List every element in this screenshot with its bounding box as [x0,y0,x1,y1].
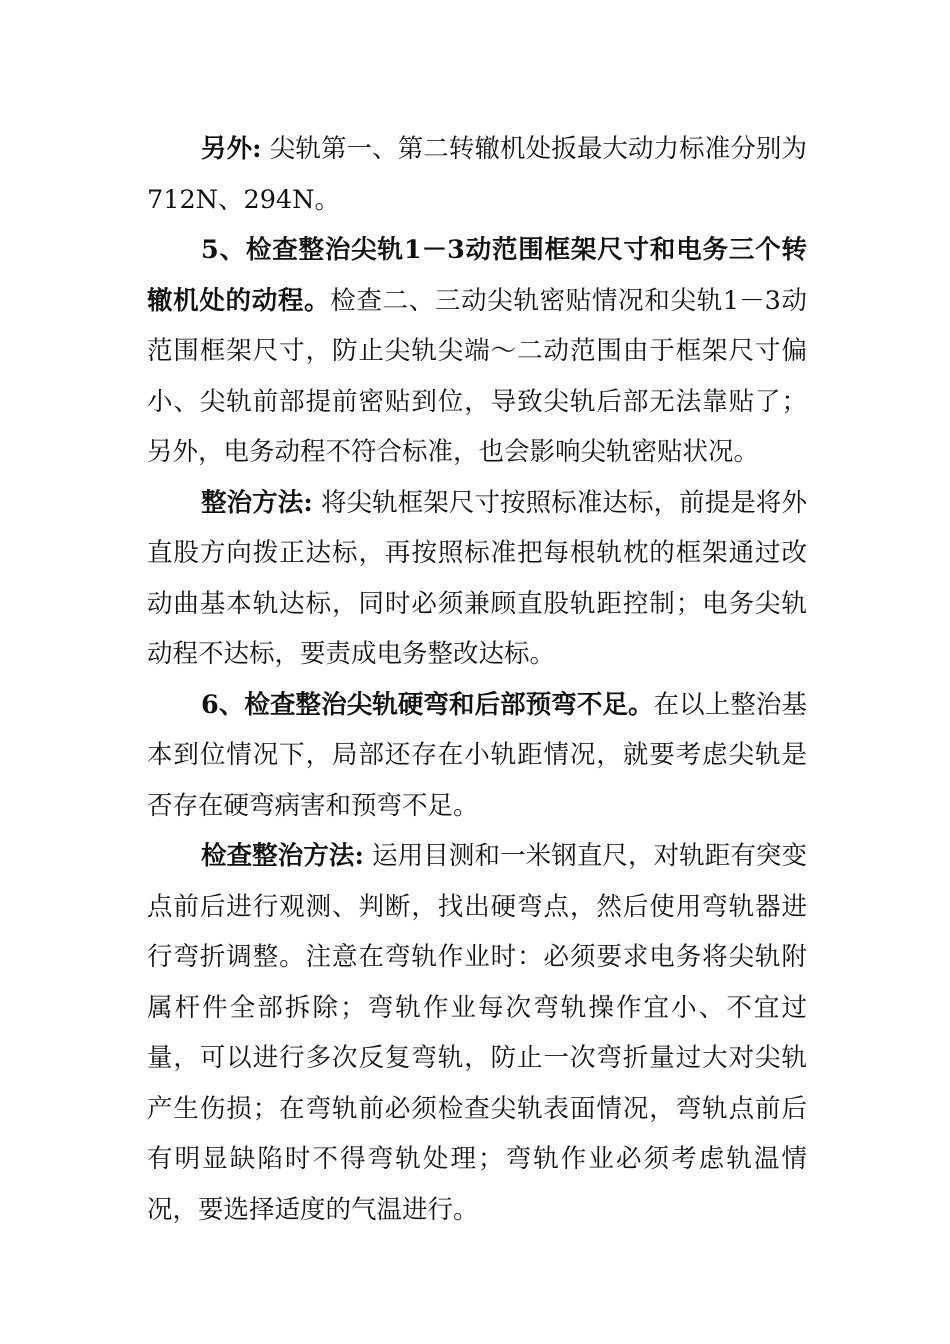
paragraph-lead-item-6: 6、检查整治尖轨硬弯和后部预弯不足。 [201,689,654,720]
paragraph-lead-method-5: 整治方法: [201,487,313,518]
paragraph-other-note [147,124,807,225]
document-body [147,124,807,1235]
paragraph-body-method-5: 将尖轨框架尺寸按照标准达标，前提是将外直股方向拨正达标，再按照标准把每根轨枕的框架通过改动曲基本轨达标，同时必须兼顾直股轨距控制；电务尖轨动程不达标，要责成电务整改达标。 [147,487,807,669]
paragraph-item-6 [147,680,807,832]
paragraph-body-item-5: 检查二、三动尖轨密贴情况和尖轨1－3动范围框架尺寸，防止尖轨尖端～二动范围由于框架尺寸偏小、尖轨前部提前密贴到位，导致尖轨后部无法靠贴了；另外，电务动程不符合标准，也会影响尖轨密贴状况。 [147,285,807,467]
paragraph-lead-item-5: 5、检查整治尖轨1－3动范围框架尺寸和电务三个转辙机处的动程。 [147,235,807,316]
paragraph-item-5 [147,225,807,478]
paragraph-method-5 [147,478,807,680]
paragraph-method-6 [147,831,807,1235]
paragraph-body-method-6: 运用目测和一米钢直尺，对轨距有突变点前后进行观测、判断，找出硬弯点，然后使用弯轨器进行弯折调整。注意在弯轨作业时：必须要求电务将尖轨附属杆件全部拆除；弯轨作业每次弯轨操作宜小、不宜过量，可以进行多次反复弯轨，防止一次弯折量过大对尖轨产生伤损；在弯轨前必须检查尖轨表面情况，弯轨点前后有明显缺陷时不得弯轨处理；弯轨作业必须考虑轨温情况，要选择适度的气温进行。 [147,841,807,1225]
paragraph-body-item-6: 在以上整治基本到位情况下，局部还存在小轨距情况，就要考虑尖轨是否存在硬弯病害和预弯不足。 [147,689,807,821]
paragraph-lead-other: 另外: [201,134,262,164]
paragraph-body-other: 尖轨第一、第二转辙机处扳最大动力标准分别为712N、294N。 [147,134,807,215]
paragraph-lead-method-6: 检查整治方法: [201,841,364,871]
